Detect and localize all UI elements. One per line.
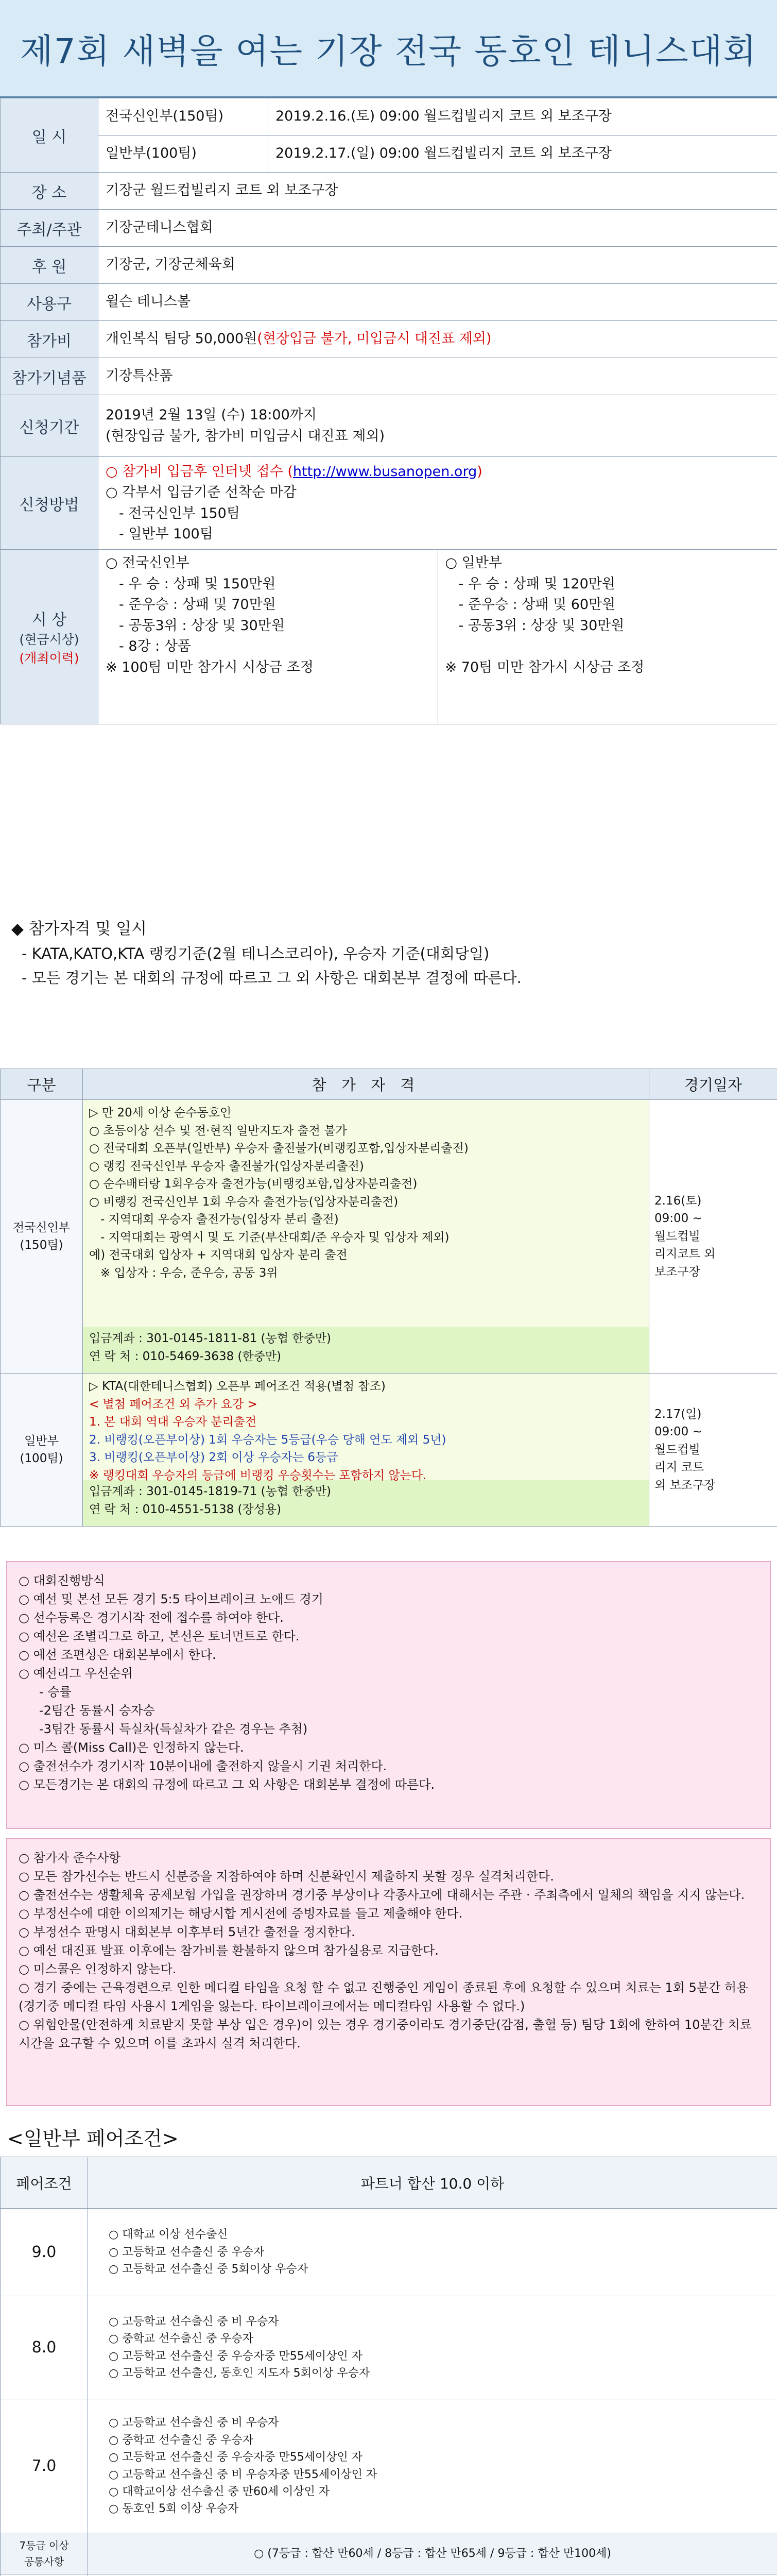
notice-head: ◆ 참가자격 및 일시 — [11, 920, 147, 938]
pair-section-title: <일반부 페어조건> — [7, 2127, 179, 2150]
pair-level: 7등급 이상 공통사항 — [1, 2533, 88, 2574]
place-value: 기장군 월드컵빌리지 코트 외 보조구장 — [98, 173, 777, 210]
prize-rookie-row: - 준우승 : 상패 및 70만원 — [119, 597, 276, 613]
method-text: ○ 참가비 입금후 인터넷 접수 ( — [106, 463, 293, 480]
prize-rookie-head: ○ 전국신인부 — [106, 555, 189, 571]
operation-line: ○ 미스 콜(Miss Call)은 인정하지 않는다. — [19, 1740, 244, 1755]
pair-item: ○ 대학교이상 선수출신 중 만60세 이상인 자 — [109, 2485, 330, 2498]
fee-note: (현장입금 불가, 미입금시 대진표 제외) — [257, 331, 492, 347]
rules-line: ○ 부정선수에 대한 이의제기는 해당시합 게시전에 증빙자료를 들고 제출해야 한다. — [19, 1906, 463, 1921]
pair-item: ○ 고등학교 선수출신 중 비 우승자 — [109, 2315, 279, 2328]
pair-item: ○ 동호인 5회 이상 우승자 — [109, 2502, 239, 2516]
ball-label: 사용구 — [1, 284, 98, 321]
rules-line: ○ 출전선수는 생활체육 공제보험 가입을 권장하며 경기중 부상이나 각종사고에 대해서는 주관 · 주최측에서 일체의 책임을 지지 않는다. — [19, 1888, 745, 1902]
general-contact-box — [83, 1480, 649, 1526]
pair-item: ○ 고등학교 선수출신 중 우승자중 만55세이상인 자 — [109, 2349, 362, 2363]
rules-head: ○ 참가자 준수사항 — [19, 1851, 121, 1865]
method-line-1 — [106, 462, 770, 483]
pair-item: ○ 고등학교 선수출신 중 우승자중 만55세이상인 자 — [109, 2451, 362, 2464]
pair-item: ○ 고등학교 선수출신, 동호인 지도자 5회이상 우승자 — [109, 2366, 370, 2380]
general-rules — [83, 1374, 649, 1480]
general-rule: 3. 비랭킹(오픈부이상) 2회 이상 우승자는 6등급 — [89, 1451, 338, 1464]
pair-item: ○ 고등학교 선수출신 중 우승자 — [109, 2245, 265, 2259]
method-text-end: ) — [477, 463, 482, 480]
operation-box — [6, 1561, 771, 1829]
operation-line: ○ 모든경기는 본 대회의 규정에 따르고 그 외 사항은 대회본부 결정에 따른다. — [19, 1777, 435, 1792]
general-rule: 1. 본 대회 역대 우승자 분리출전 — [89, 1415, 257, 1429]
operation-line: - 승률 — [39, 1685, 72, 1699]
prize-rookie-note: ※ 100팀 미만 참가시 시상금 조정 — [106, 659, 314, 675]
prize-general-head: ○ 일반부 — [445, 555, 502, 571]
fee-label: 참가비 — [1, 321, 98, 358]
events-header-division: 구분 — [1, 1069, 83, 1100]
prize-general-row: - 우 승 : 상패 및 120만원 — [458, 575, 615, 592]
rookie-account: 입금계좌 : 301-0145-1811-81 (농협 한중만) — [89, 1332, 332, 1345]
rookie-rule: - 지역대회 우승자 출전가능(입상자 분리 출전) — [100, 1213, 339, 1226]
schedule-division-1: 전국신인부(150팀) — [98, 98, 268, 135]
rules-line: ○ 예선 대진표 발표 이후에는 참가비를 환불하지 않으며 참가실용로 지급한다. — [19, 1943, 439, 1958]
pair-level: 9.0 — [1, 2209, 88, 2296]
period-value — [98, 395, 777, 457]
general-rule: < 별첨 페어조건 외 추가 요강 > — [89, 1397, 257, 1411]
prize-label-history: (개최이력) — [19, 651, 79, 666]
rookie-contact-box — [83, 1327, 649, 1373]
pair-table-1 — [0, 2157, 777, 2576]
pair-level: 8.0 — [1, 2296, 88, 2399]
rookie-rule: ○ 전국대회 오픈부(일반부) 우승자 출전불가(비랭킹포함,입상자분리출전) — [89, 1142, 469, 1155]
prize-general-row: - 준우승 : 상패 및 60만원 — [458, 597, 616, 613]
rules-line: ○ 부정선수 판명시 대회본부 이후부터 5년간 출전을 정지한다. — [19, 1925, 355, 1939]
schedule-date-1: 2019.2.16.(토) 09:00 월드컵빌리지 코트 외 보조구장 — [268, 98, 777, 135]
pair1-header-rule: 파트너 합산 10.0 이하 — [88, 2157, 777, 2209]
prize-rookie — [98, 550, 438, 724]
pair-item: ○ 중학교 선수출신 중 우승자 — [109, 2332, 253, 2346]
registration-link[interactable]: http://www.busanopen.org — [292, 463, 477, 480]
events-header-eligibility: 참 가 자 격 — [83, 1069, 649, 1100]
place-label: 장 소 — [1, 173, 98, 210]
info-table — [0, 98, 777, 724]
notice-line-2: - 모든 경기는 본 대회의 규정에 따르고 그 외 사항은 대회본부 결정에 따른다. — [22, 969, 522, 987]
pair-item: ○ 중학교 선수출신 중 우승자 — [109, 2433, 253, 2447]
rules-line: ○ 경기 중에는 근육경련으로 인한 메디컬 타임을 요청 할 수 없고 진행중인 게임이 종료된 후에 요청할 수 있으며 치료는 1회 5분간 허용(경기중 메디컬 타임 사용시 1게임을 잃는다. 타이브레이크에서는 메디컬타임 사용할 수 없다.) — [19, 1980, 749, 2013]
method-label: 신청방법 — [1, 457, 98, 550]
prize-rookie-row: - 공동3위 : 상장 및 30만원 — [119, 617, 285, 634]
schedule-label: 일 시 — [1, 98, 98, 173]
rookie-eligibility — [83, 1100, 649, 1374]
operation-line: -3팀간 동률시 득실차(득실차가 같은 경우는 추첨) — [39, 1722, 308, 1736]
method-line-3: - 전국신인부 150팀 — [119, 505, 240, 521]
period-line-2: (현장입금 불가, 참가비 미입금시 대진표 제외) — [106, 428, 385, 444]
period-line-1: 2019년 2월 13일 (수) 18:00까지 — [106, 407, 317, 423]
rules-line: ○ 모든 참가선수는 반드시 신분증을 지참하여야 하며 신분확인시 제출하지 못할 경우 실격처리한다. — [19, 1869, 554, 1884]
gift-label: 참가기념품 — [1, 358, 98, 395]
operation-line: -2팀간 동률시 승자승 — [39, 1703, 155, 1718]
rookie-contact: 연 락 처 : 010-5469-3638 (한중만) — [89, 1349, 282, 1363]
sponsor-value: 기장군, 기장군체육회 — [98, 247, 777, 284]
rules-line: ○ 위험안물(안전하게 치료받지 못할 부상 입은 경우)이 있는 경우 경기중이라도 경기중단(감점, 출혈 등) 팀당 1회에 한하여 10분간 치료시간을 요구할 수 있으며 이를 초과시 실격 처리한다. — [19, 2018, 752, 2050]
participant-rules-box — [6, 1838, 771, 2106]
method-line-4: - 일반부 100팀 — [119, 526, 213, 542]
operation-line: ○ 예선 조편성은 대회본부에서 한다. — [19, 1648, 216, 1662]
general-contact: 연 락 처 : 010-4551-5138 (장성용) — [89, 1502, 282, 1516]
host-value: 기장군테니스협회 — [98, 210, 777, 247]
prize-general-note: ※ 70팀 미만 참가시 시상금 조정 — [445, 659, 645, 675]
operation-line: ○ 예선 및 본선 모든 경기 5:5 타이브레이크 노애드 경기 — [19, 1592, 323, 1606]
general-rule: ▷ KTA(대한테니스협회) 오픈부 페어조건 적용(별첨 참조) — [89, 1380, 386, 1393]
pair-item: ○ (7등급 : 합산 만60세 / 8등급 : 합산 만65세 / 9등급 : 합산 만100세) — [254, 2547, 611, 2560]
prize-rookie-row: - 우 승 : 상패 및 150만원 — [119, 575, 276, 592]
method-line-2: ○ 각부서 입금기준 선착순 마감 — [106, 484, 297, 500]
period-label: 신청기간 — [1, 395, 98, 457]
pair-item: ○ 대학교 이상 선수출신 — [109, 2228, 228, 2242]
general-rule: 2. 비랭킹(오픈부이상) 1회 우승자는 5등급(우승 당해 연도 제외 5년) — [89, 1433, 446, 1447]
rookie-rule: ※ 입상자 : 우승, 준우승, 공동 3위 — [100, 1266, 278, 1280]
operation-line: ○ 선수등록은 경기시작 전에 접수를 하여야 한다. — [19, 1611, 284, 1625]
eligibility-notice — [0, 907, 777, 1061]
operation-head: ○ 대회진행방식 — [19, 1573, 105, 1588]
gift-value: 기장특산품 — [98, 358, 777, 395]
prize-rookie-row: - 8강 : 상품 — [119, 638, 192, 654]
rookie-category: 전국신인부 (150팀) — [1, 1100, 83, 1374]
notice-line-1: - KATA,KATO,KTA 랭킹기준(2월 테니스코리아), 우승자 기준(대회당일) — [22, 945, 490, 963]
schedule-date-2: 2019.2.17.(일) 09:00 월드컵빌리지 코트 외 보조구장 — [268, 135, 777, 173]
prize-label — [1, 550, 98, 724]
operation-line: ○ 출전선수가 경기시작 10분이내에 출전하지 않을시 기권 처리한다. — [19, 1759, 387, 1773]
general-category: 일반부 (100팀) — [1, 1374, 83, 1527]
rookie-rule: ○ 비랭킹 전국신인부 1회 우승자 출전가능(입상자분리출전) — [89, 1195, 399, 1209]
rookie-rule: ○ 랭킹 전국신인부 우승자 출전불가(입상자분리출전) — [89, 1159, 364, 1173]
rookie-rule: - 지역대회는 광역시 및 도 기준(부산대회/준 우승자 및 입상자 제외) — [100, 1230, 450, 1244]
events-header-date: 경기일자 — [649, 1069, 777, 1100]
method-value — [98, 457, 777, 550]
rookie-rule: 예) 전국대회 입상자 + 지역대회 입상자 분리 출전 — [89, 1248, 348, 1262]
rules-line: ○ 미스콜은 인정하지 않는다. — [19, 1962, 177, 1976]
pair-level — [1, 2574, 88, 2576]
pair-items — [88, 2399, 777, 2533]
ball-value: 윌슨 테니스볼 — [98, 284, 777, 321]
host-label: 주최/주관 — [1, 210, 98, 247]
rookie-rule: ○ 순수배터랑 1회우승자 출전가능(비랭킹포함,입상자분리출전) — [89, 1177, 418, 1191]
fee-text: 개인복식 팀당 50,000원 — [106, 331, 257, 347]
page-title: 제7회 새벽을 여는 기장 전국 동호인 테니스대회 — [0, 0, 777, 98]
pair1-header-level: 페어조건 — [1, 2157, 88, 2209]
schedule-division-2: 일반부(100팀) — [98, 135, 268, 173]
prize-value — [98, 550, 777, 724]
rookie-rule: ▷ 만 20세 이상 순수동호인 — [89, 1106, 232, 1120]
prize-general-row: - 공동3위 : 상장 및 30만원 — [458, 617, 625, 634]
pair-level: 7.0 — [1, 2399, 88, 2533]
sponsor-label: 후 원 — [1, 247, 98, 284]
rookie-date: 2.16(토) 09:00 ~ 월드컵빌 리지코트 외 보조구장 — [649, 1100, 777, 1374]
pair-item: ○ 고등학교 선수출신 중 비 우승자 — [109, 2416, 279, 2430]
pair-item: ○ 고등학교 선수출신 중 비 우승자중 만55세이상인 자 — [109, 2468, 377, 2481]
general-date: 2.17(일) 09:00 ~ 월드컵빌 리지 코트 외 보조구장 — [649, 1374, 777, 1527]
pair-items — [88, 2574, 777, 2576]
pair-items — [88, 2533, 777, 2574]
pair-item: ○ 고등학교 선수출신 중 5회이상 우승자 — [109, 2263, 308, 2276]
prize-label-cash: (현금시상) — [19, 632, 79, 647]
fee-value — [98, 321, 777, 358]
events-table — [0, 1069, 777, 1527]
general-account: 입금계좌 : 301-0145-1819-71 (농협 한중만) — [89, 1485, 332, 1498]
rookie-rule: ○ 초등이상 선수 및 전·현직 일반지도자 출전 불가 — [89, 1124, 347, 1138]
general-eligibility — [83, 1374, 649, 1527]
pair-items — [88, 2296, 777, 2399]
operation-line: ○ 예선리그 우선순위 — [19, 1666, 133, 1681]
prize-split — [98, 550, 777, 724]
rookie-rules — [83, 1100, 649, 1327]
general-rule: ※ 랭킹대회 우승자의 등급에 비랭킹 우승횟수는 포함하지 않는다. — [89, 1468, 427, 1482]
prize-general — [438, 550, 777, 724]
pair-items — [88, 2209, 777, 2296]
operation-line: ○ 예선은 조별리그로 하고, 본선은 토너먼트로 한다. — [19, 1629, 300, 1643]
prize-label-main: 시 상 — [31, 611, 67, 629]
